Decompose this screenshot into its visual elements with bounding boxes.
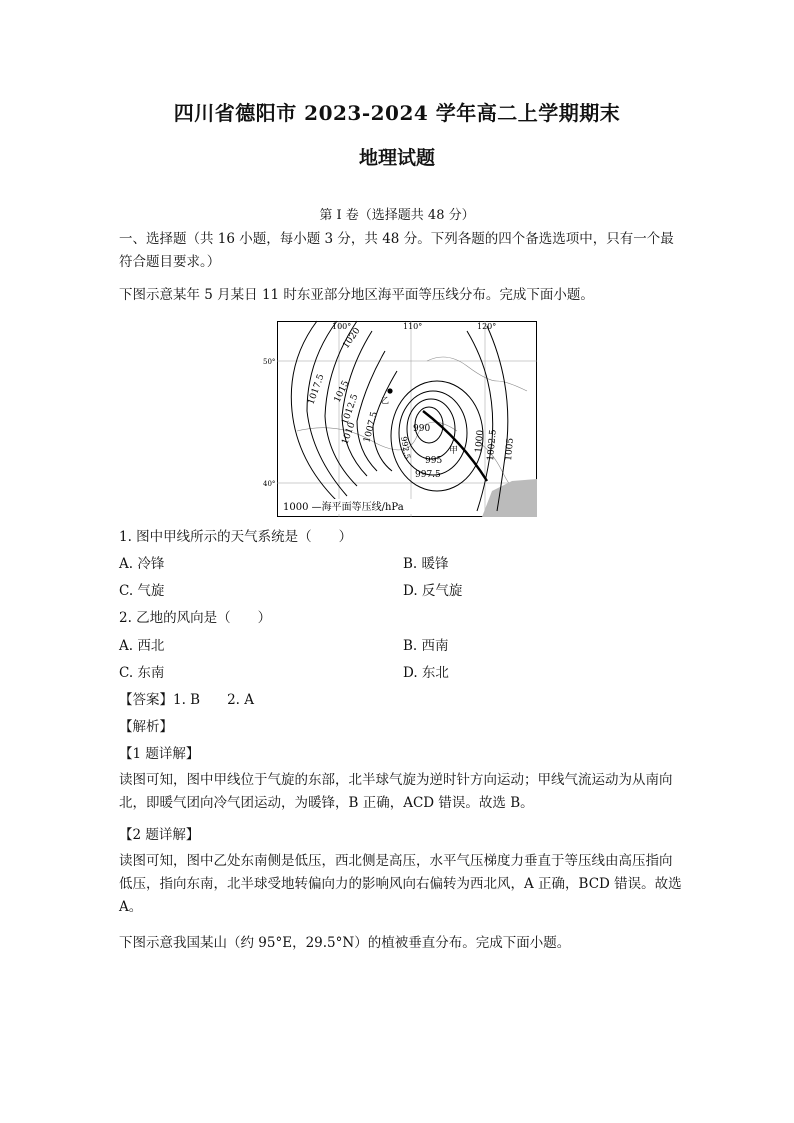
- lon-label-110: 110°: [403, 322, 423, 331]
- point-label-yi: 乙: [381, 396, 389, 405]
- instructions: 一、选择题（共 16 小题，每小题 3 分，共 48 分。下列各题的四个备选选项中，只有一个最符合题目要求。）: [119, 231, 674, 270]
- q1-detail-title: 【1 题详解】: [119, 746, 200, 762]
- isobar-label-992.5: 992.5: [399, 435, 412, 460]
- isobar-label-1010: 1010: [340, 421, 358, 447]
- q1-option-b: B. 暖锋: [403, 556, 449, 572]
- q2-detail-title: 【2 题详解】: [119, 827, 200, 843]
- isobar-label-1012.5: 1012.5: [340, 393, 361, 427]
- isobar-label-995: 995: [425, 456, 443, 466]
- answer-line: 【答案】1. B 2. A: [119, 692, 255, 708]
- q2-stem: 2. 乙地的风向是（ ）: [119, 610, 272, 626]
- document-subtitle: 地理试题: [358, 147, 435, 169]
- lat-label-50: 50°: [263, 358, 276, 366]
- lon-label-120: 120°: [477, 322, 497, 331]
- q2-detail: 读图可知，图中乙处东南侧是低压，西北侧是高压，水平气压梯度力垂直于等压线由高压指向低压，指向东南，北半球受地转偏向力的影响风向右偏转为西北风，A 正确，BCD 错误。故选 A。: [119, 853, 682, 915]
- map-legend: 1000 —海平面等压线/hPa: [283, 502, 404, 513]
- q2-option-c: C. 东南: [119, 665, 165, 681]
- q2-option-d: D. 东北: [403, 665, 449, 681]
- q2-option-a: A. 西北: [119, 638, 165, 654]
- lon-label-100: 100°: [332, 322, 352, 331]
- point-yi: [387, 388, 392, 393]
- isobar-label-1017.5: 1017.5: [306, 373, 327, 407]
- question-intro-2: 下图示意我国某山（约 95°E，29.5°N）的植被垂直分布。完成下面小题。: [119, 935, 571, 951]
- isobar-label-1000: 1000: [474, 429, 486, 454]
- section-header: 第 I 卷（选择题共 48 分）: [319, 208, 475, 223]
- document-title: 四川省德阳市 2023-2024 学年高二上学期期末: [173, 101, 621, 125]
- isobar-label-1020: 1020: [341, 326, 363, 351]
- isobar-map: [263, 321, 537, 517]
- isobar-label-1005: 1005: [504, 437, 516, 462]
- lat-label-40: 40°: [263, 480, 276, 488]
- isobar-label-1007.5: 1007.5: [362, 410, 381, 444]
- q1-option-c: C. 气旋: [119, 583, 165, 599]
- point-label-jia: 甲: [449, 446, 459, 456]
- q1-stem: 1. 图中甲线所示的天气系统是（ ）: [119, 529, 353, 545]
- isobar-label-1002.5: 1002.5: [486, 429, 499, 462]
- q1-option-d: D. 反气旋: [403, 583, 463, 599]
- q2-option-b: B. 西南: [403, 638, 449, 654]
- q1-option-a: A. 冷锋: [119, 556, 165, 572]
- analysis-header: 【解析】: [119, 719, 173, 735]
- question-intro-1: 下图示意某年 5 月某日 11 时东亚部分地区海平面等压线分布。完成下面小题。: [119, 287, 594, 303]
- isobar-label-1015: 1015: [332, 379, 352, 405]
- isobar-label-990: 990: [413, 424, 431, 434]
- isobar-label-997.5: 997.5: [415, 470, 441, 480]
- q1-detail: 读图可知，图中甲线位于气旋的东部，北半球气旋为逆时针方向运动；甲线气流运动为从南向北，即暖气团向冷气团运动，为暖锋，B 正确，ACD 错误。故选 B。: [119, 772, 673, 811]
